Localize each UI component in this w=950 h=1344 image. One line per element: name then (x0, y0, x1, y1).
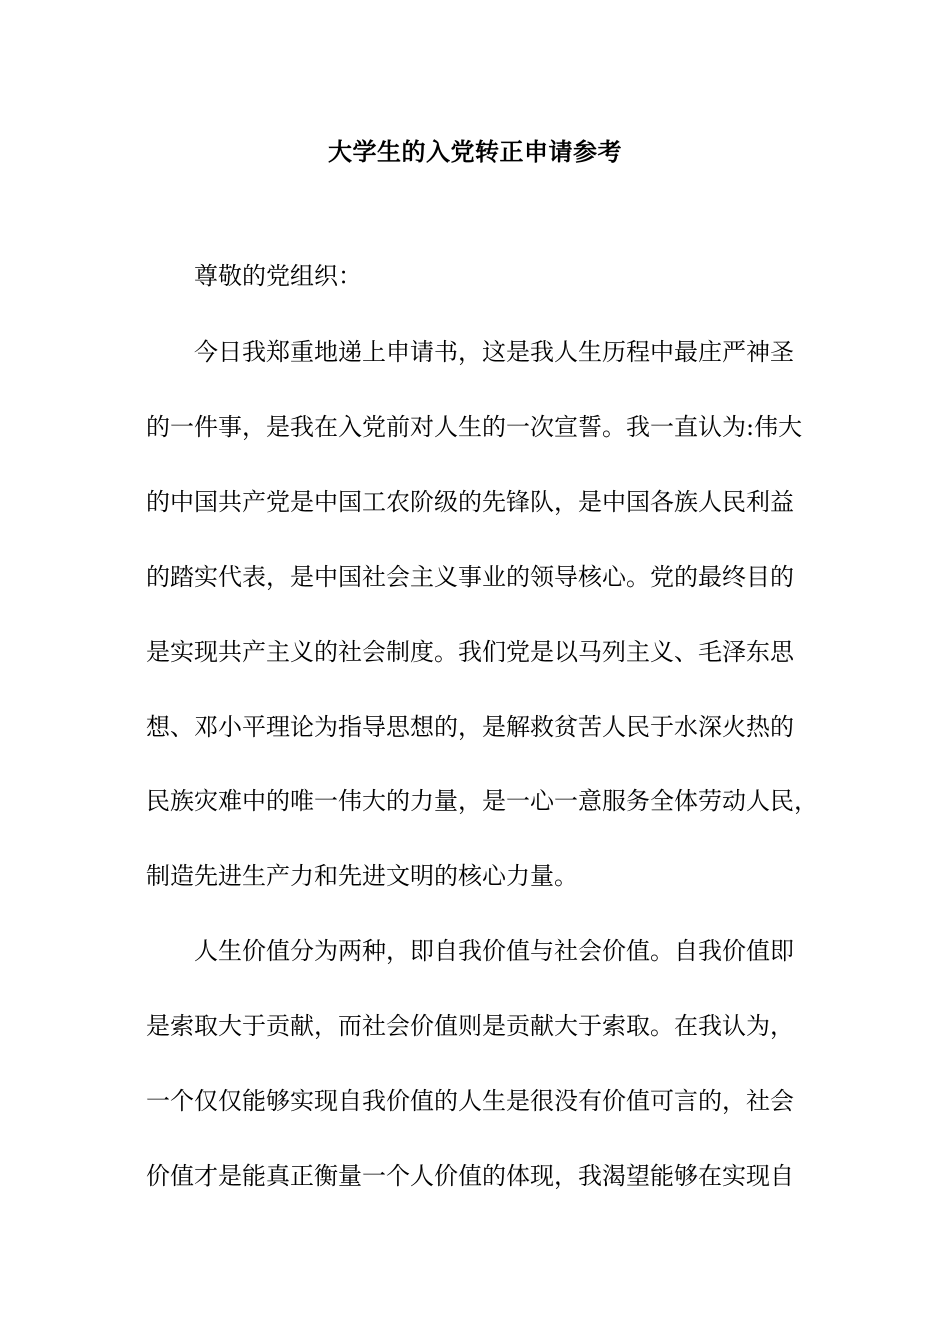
document-title: 大学生的入党转正申请参考 (328, 137, 622, 166)
paragraph-1-line-3: 的中国共产党是中国工农阶级的先锋队，是中国各族人民利益 (146, 488, 794, 516)
paragraph-1-line-7: 民族灾难中的唯一伟大的力量，是一心一意服务全体劳动人民， (146, 787, 818, 815)
paragraph-1-line-2: 的一件事，是我在入党前对人生的一次宣誓。我一直认为:伟大 (146, 413, 803, 441)
paragraph-2-line-3: 一个仅仅能够实现自我价值的人生是很没有价值可言的，社会 (146, 1087, 794, 1115)
paragraph-2-line-1: 人生价值分为两种，即自我价值与社会价值。自我价值即 (194, 937, 794, 965)
paragraph-1-line-5: 是实现共产主义的社会制度。我们党是以马列主义、毛泽东思 (146, 638, 794, 666)
paragraph-2-line-2: 是索取大于贡献，而社会价值则是贡献大于索取。在我认为， (146, 1012, 794, 1040)
paragraph-1-line-4: 的踏实代表，是中国社会主义事业的领导核心。党的最终目的 (146, 563, 794, 591)
paragraph-1-line-1: 今日我郑重地递上申请书，这是我人生历程中最庄严神圣 (194, 338, 794, 366)
paragraph-1-line-6: 想、邓小平理论为指导思想的，是解救贫苦人民于水深火热的 (146, 713, 794, 741)
paragraph-2-line-4: 价值才是能真正衡量一个人价值的体现，我渴望能够在实现自 (146, 1162, 794, 1190)
salutation: 尊敬的党组织： (194, 262, 362, 290)
paragraph-1-line-8: 制造先进生产力和先进文明的核心力量。 (146, 862, 578, 890)
